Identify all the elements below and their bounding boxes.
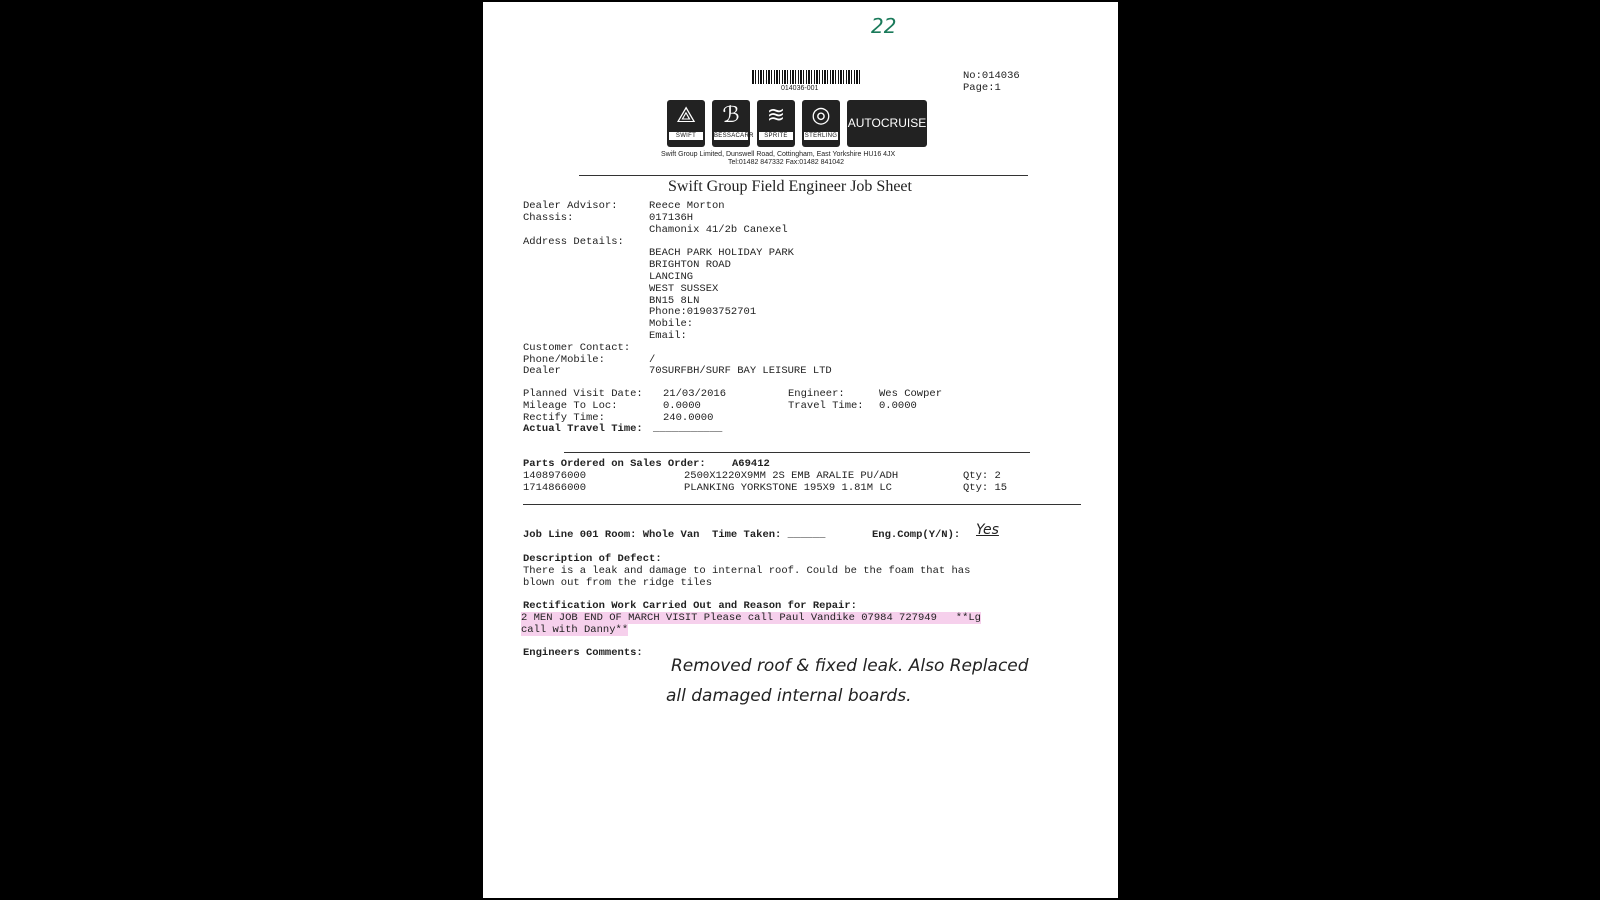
handwritten-comment: Removed roof & fixed leak. Also Replaced [671,656,1029,676]
address-line: BEACH PARK HOLIDAY PARK [649,247,794,259]
bessacarr-logo: ℬ BESSACARR [712,100,750,147]
address-line: BRIGHTON ROAD [649,259,731,271]
travel-time-label: Travel Time: [788,400,864,412]
model-value: Chamonix 41/2b Canexel [649,224,788,236]
eng-comp-value: Yes [976,522,999,538]
mileage-value: 0.0000 [663,400,701,412]
dealer-advisor-label: Dealer Advisor: [523,200,618,212]
part-code: 1714866000 [523,482,587,494]
address-line: Email: [649,330,687,342]
travel-time-value: 0.0000 [879,400,917,412]
customer-contact-label: Customer Contact: [523,342,631,354]
dealer-advisor-value: Reece Morton [649,200,725,212]
divider [564,452,1030,453]
phone-mobile-label: Phone/Mobile: [523,354,605,366]
page-number: Page:1 [963,82,1001,94]
job-line: Job Line 001 Room: Whole Van Time Taken: ______ [523,529,826,541]
dealer-label: Dealer [523,365,561,377]
doc-number: No:014036 [963,70,1020,82]
part-description: PLANKING YORKSTONE 195X9 1.81M LC [684,482,892,494]
planned-visit-value: 21/03/2016 [663,388,727,400]
page-mark: 22 [871,14,897,38]
address-line: WEST SUSSEX [649,283,719,295]
divider [523,504,1081,505]
part-code: 1408976000 [523,470,587,482]
defect-line: blown out from the ridge tiles [523,577,713,589]
barcode-number: 014036-001 [781,85,819,92]
company-tel: Tel:01482 847332 Fax:01482 841042 [728,159,844,166]
rectification-line: call with Danny** [521,624,629,636]
engineer-value: Wes Cowper [879,388,943,400]
planned-visit-label: Planned Visit Date: [523,388,643,400]
actual-travel-blank: ___________ [653,423,723,435]
phone-mobile-value: / [649,354,656,366]
sprite-logo: ≋ SPRITE [757,100,795,147]
defect-line: There is a leak and damage to internal roof. Could be the foam that has [523,565,971,577]
actual-travel-label: Actual Travel Time: [523,423,643,435]
sterling-logo: ◎ STERLING [802,100,840,147]
rectification-label: Rectification Work Carried Out and Reason for Repair: [523,600,857,612]
eng-comp-label: Eng.Comp(Y/N): [872,529,961,541]
engineers-comments-label: Engineers Comments: [523,647,643,659]
address-line: Phone:01903752701 [649,306,757,318]
chassis-label: Chassis: [523,212,574,224]
part-description: 2500X1220X9MM 2S EMB ARALIE PU/ADH [684,470,899,482]
swift-logo: ⟁ SWIFT [667,100,705,147]
job-sheet-page [483,2,1118,898]
mileage-label: Mileage To Loc: [523,400,618,412]
address-line: Mobile: [649,318,694,330]
parts-ordered-label: Parts Ordered on Sales Order: [523,458,706,470]
engineer-label: Engineer: [788,388,845,400]
rectify-value: 240.0000 [663,412,714,424]
description-label: Description of Defect: [523,553,662,565]
divider [579,175,1028,176]
chassis-value: 017136H [649,212,694,224]
autocruise-logo: AUTOCRUISE [847,100,927,147]
address-line: LANCING [649,271,694,283]
part-quantity: Qty: 15 [963,482,1008,494]
rectification-line: 2 MEN JOB END OF MARCH VISIT Please call Paul Vandike 07984 727949 **Lg [521,612,981,624]
dealer-value: 70SURFBH/SURF BAY LEISURE LTD [649,365,832,377]
part-quantity: Qty: 2 [963,470,1001,482]
handwritten-comment: all damaged internal boards. [666,686,912,706]
sales-order-value: A69412 [732,458,770,470]
page-title: Swift Group Field Engineer Job Sheet [668,178,912,195]
rectify-label: Rectify Time: [523,412,605,424]
barcode-icon [752,70,860,84]
company-address: Swift Group Limited, Dunswell Road, Cottingham, East Yorkshire HU16 4JX [661,151,896,158]
address-label: Address Details: [523,236,624,248]
address-line: BN15 8LN [649,295,700,307]
